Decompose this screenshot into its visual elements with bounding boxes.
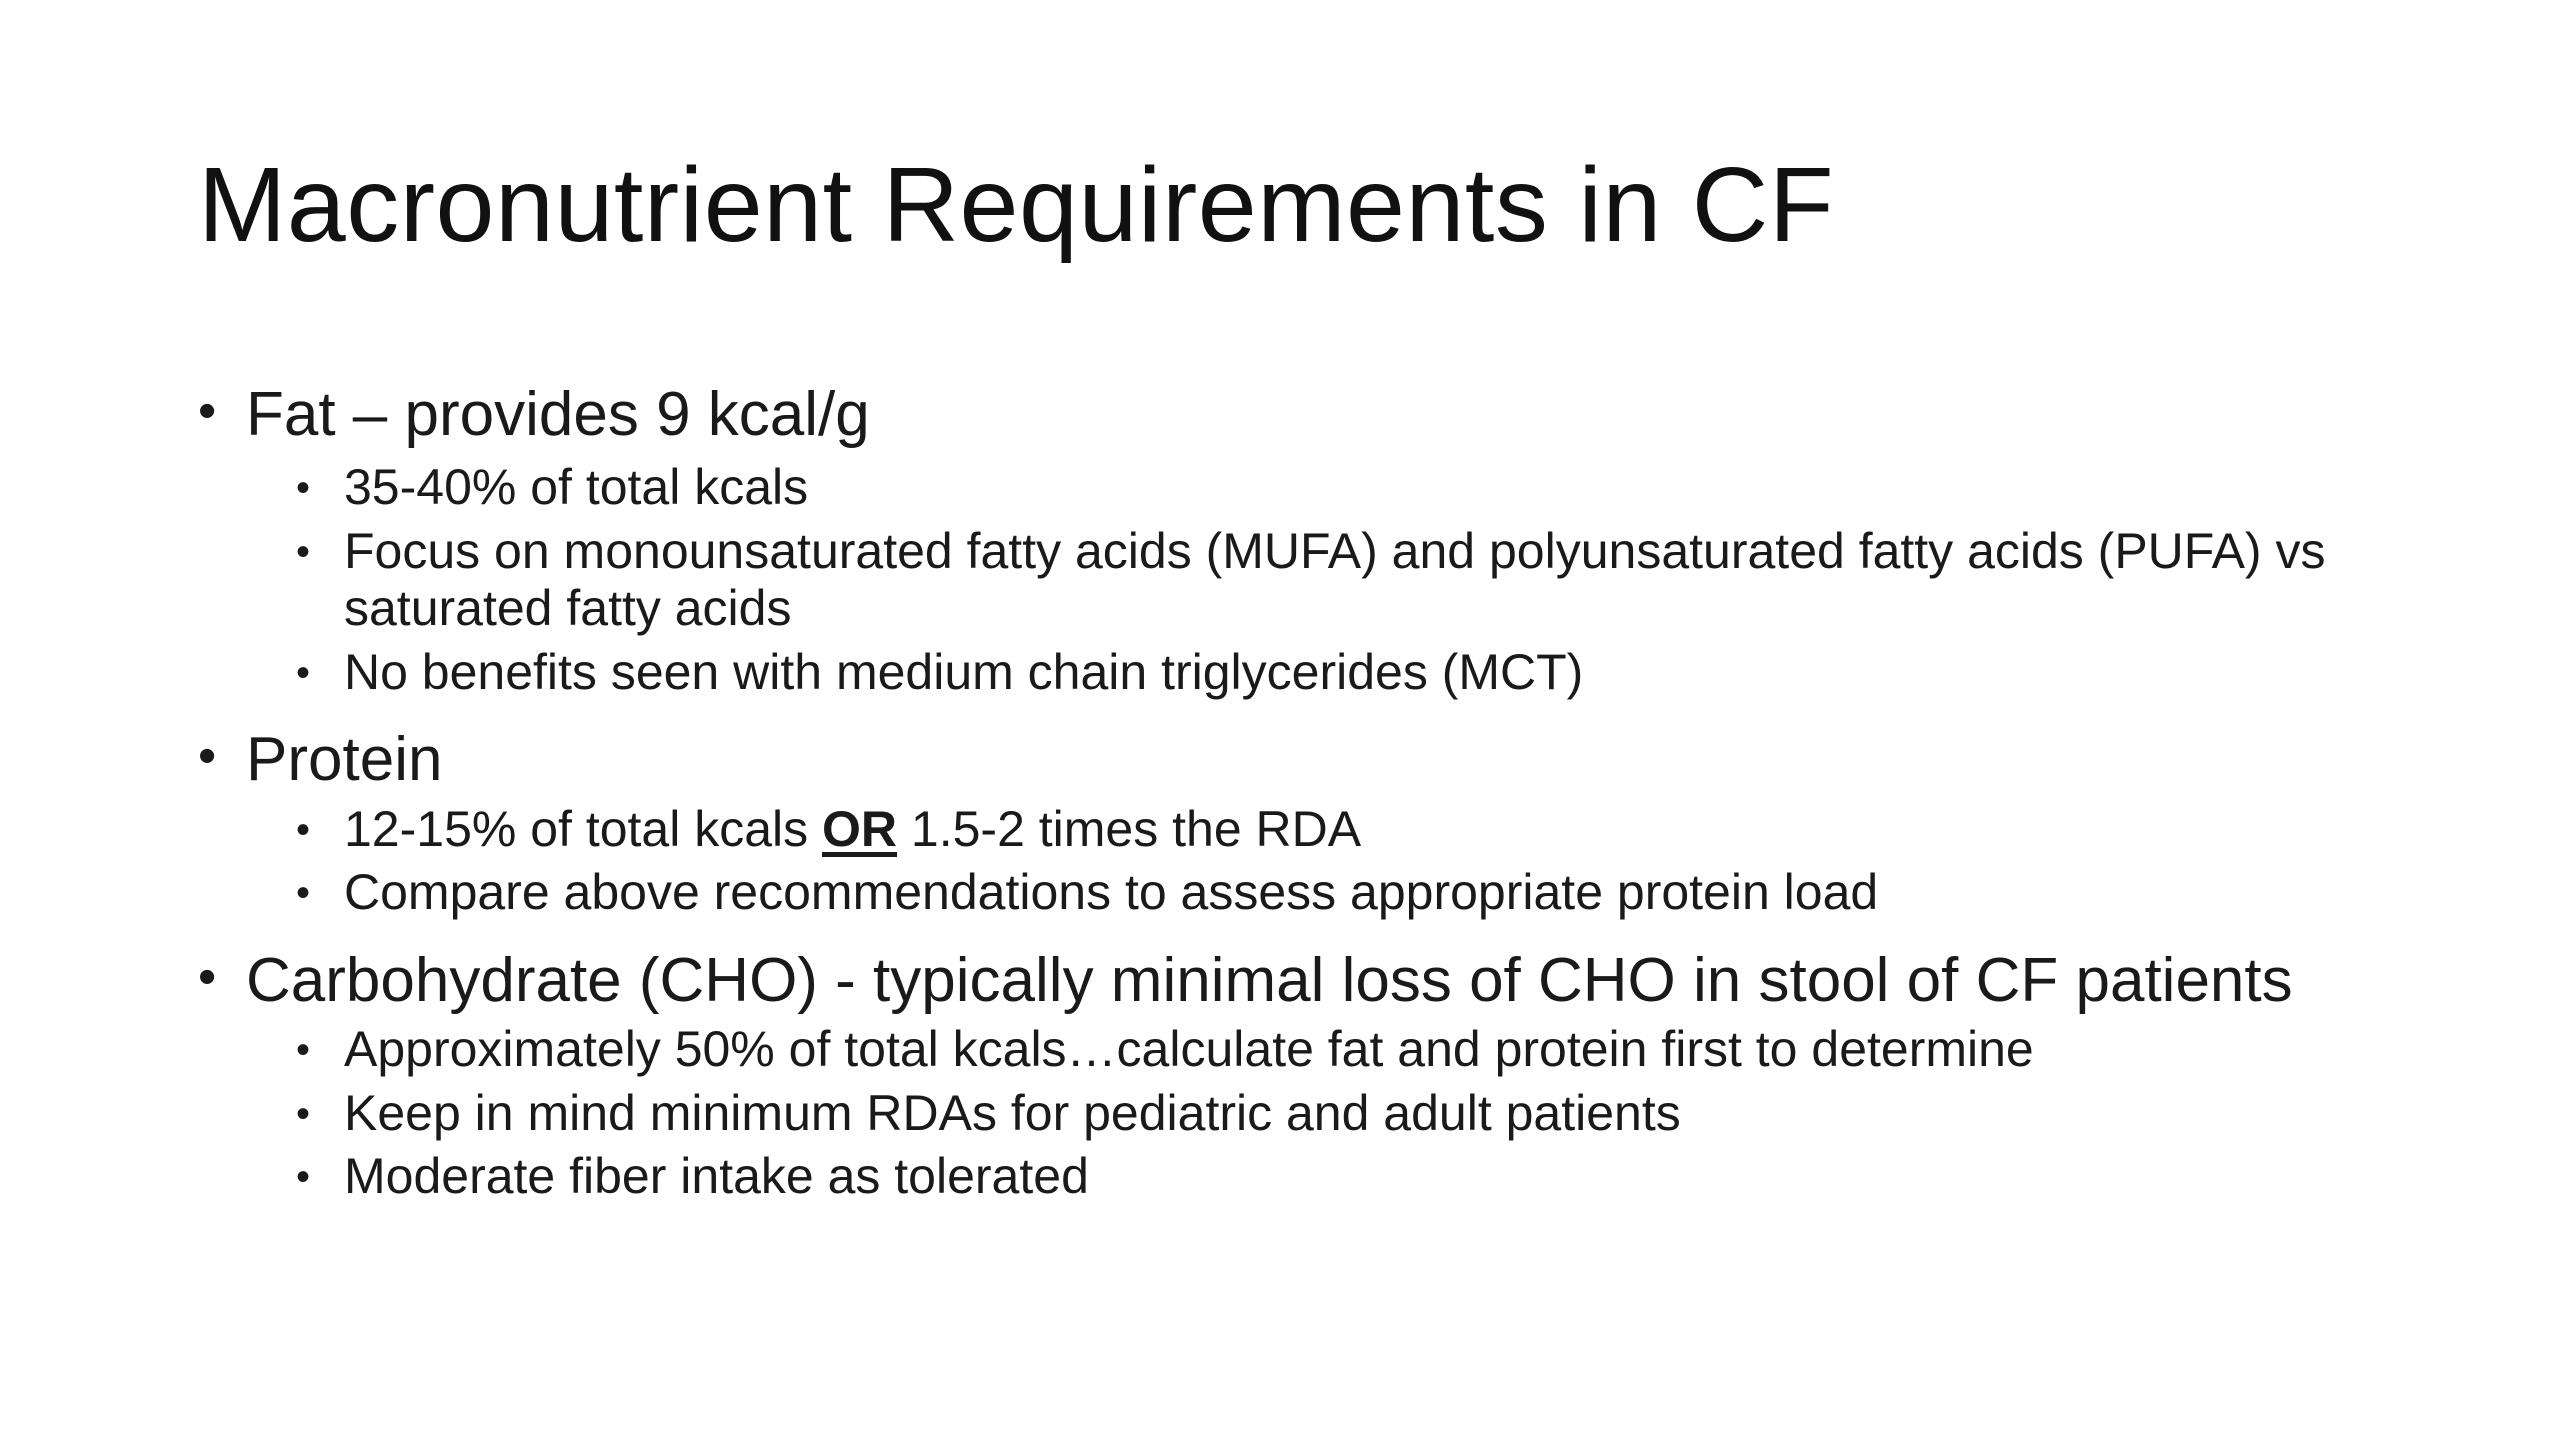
bullet-dot: •	[296, 1155, 311, 1200]
sub-bullet-carbohydrate-3	[296, 1148, 2394, 1206]
bullet-group-protein	[198, 725, 2428, 921]
sub-bullet-carbohydrate-2	[296, 1085, 2394, 1143]
bullet-dot: •	[296, 1091, 311, 1136]
sub-bullet-fat-3	[296, 644, 2394, 702]
sub-bullet-text: Keep in mind minimum RDAs for pediatric and adult patients	[344, 1084, 1681, 1141]
bullet-dot: •	[198, 947, 217, 1006]
sub-bullet-text-before: 12-15% of total kcals	[344, 800, 823, 857]
sub-bullet-fat-2	[296, 523, 2394, 638]
sub-bullet-fat-1	[296, 459, 2394, 517]
slide-content	[198, 380, 2428, 1230]
sub-bullet-text: Moderate fiber intake as tolerated	[344, 1148, 1089, 1205]
sub-bullet-text: Compare above recommendations to assess appropriate protein load	[344, 864, 1879, 921]
bullet-carbohydrate-text: Carbohydrate (CHO) - typically minimal loss of CHO in stool of CF patients	[246, 945, 2293, 1015]
bullet-dot: •	[296, 466, 311, 511]
slide-title: Macronutrient Requirements in CF	[198, 146, 1835, 264]
sub-bullet-carbohydrate-1	[296, 1021, 2394, 1079]
bullet-group-fat	[198, 380, 2428, 701]
sub-bullet-text-after: 1.5-2 times the RDA	[897, 800, 1362, 857]
sub-bullet-protein-1	[296, 801, 2394, 859]
bullet-group-carbohydrate	[198, 946, 2428, 1206]
sub-bullet-text: Focus on monounsaturated fatty acids (MUFA) and polyunsaturated fatty acids (PUFA) vs saturated fatty acids	[344, 522, 2326, 637]
bullet-dot: •	[296, 529, 311, 574]
sub-bullet-protein-2	[296, 864, 2394, 922]
bullet-dot: •	[296, 650, 311, 695]
bullet-protein-text: Protein	[246, 725, 443, 795]
sub-bullet-text: No benefits seen with medium chain triglycerides (MCT)	[344, 643, 1584, 700]
bullet-dot: •	[198, 727, 217, 786]
bullet-dot: •	[296, 1028, 311, 1073]
sub-bullet-text: 35-40% of total kcals	[344, 459, 809, 516]
bullet-fat	[198, 380, 2428, 449]
emphasis-or: OR	[822, 800, 898, 857]
bullet-carbohydrate	[198, 946, 2428, 1015]
bullet-dot: •	[296, 807, 311, 852]
bullet-dot: •	[198, 382, 217, 440]
bullet-fat-text: Fat – provides 9 kcal/g	[246, 380, 870, 449]
bullet-dot: •	[296, 871, 311, 916]
bullet-protein	[198, 725, 2428, 794]
sub-bullet-text: Approximately 50% of total kcals…calculate fat and protein first to determine	[344, 1021, 2034, 1078]
